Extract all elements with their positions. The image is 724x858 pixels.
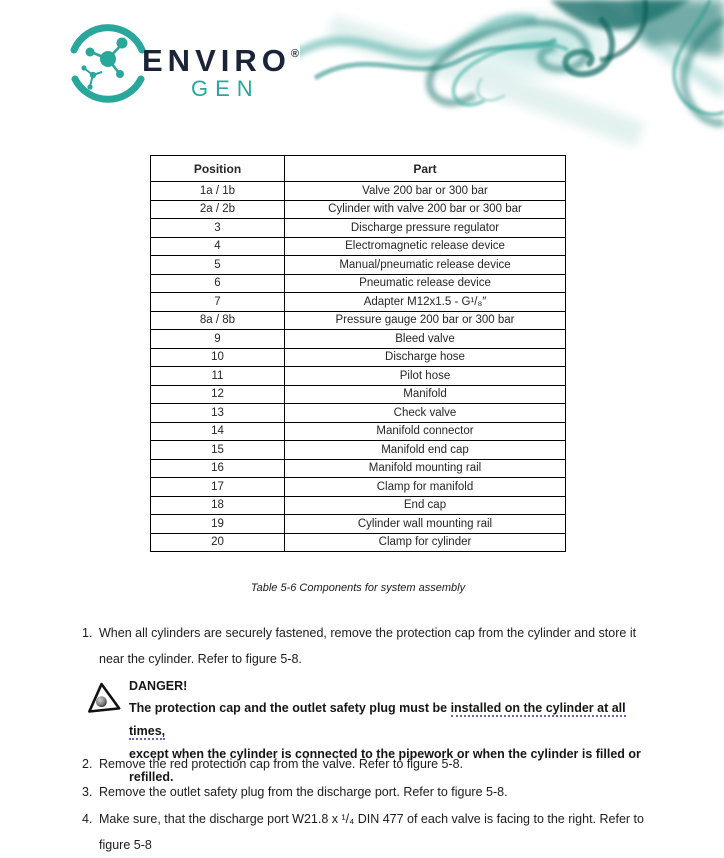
table-row bbox=[151, 237, 566, 256]
cell-part: Pressure gauge 200 bar or 300 bar bbox=[285, 311, 566, 330]
danger-prefix: The protection cap and the outlet safety plug must be bbox=[129, 701, 451, 715]
cell-part: End cap bbox=[285, 496, 566, 515]
components-table bbox=[150, 155, 566, 552]
smoke-decoration bbox=[300, 0, 724, 160]
table-row bbox=[151, 441, 566, 460]
step-number: 2. bbox=[82, 757, 93, 771]
step-item-1 bbox=[82, 620, 651, 672]
col-header-part: Part bbox=[285, 156, 566, 182]
cell-position: 1a / 1b bbox=[151, 182, 285, 201]
step-text: Make sure, that the discharge port W21.8 x ¹/₄ DIN 477 of each valve is facing to the right. Refer to figure 5-8 bbox=[99, 812, 644, 852]
cell-position: 20 bbox=[151, 533, 285, 552]
table-row bbox=[151, 311, 566, 330]
table-row bbox=[151, 330, 566, 349]
cell-part: Manifold mounting rail bbox=[285, 459, 566, 478]
cell-position: 5 bbox=[151, 256, 285, 275]
cell-position: 10 bbox=[151, 348, 285, 367]
step-number: 3. bbox=[82, 785, 93, 799]
col-header-position: Position bbox=[151, 156, 285, 182]
step-item-2 bbox=[82, 751, 651, 777]
cell-part: Manifold connector bbox=[285, 422, 566, 441]
cell-part: Discharge hose bbox=[285, 348, 566, 367]
molecule-logo-icon bbox=[62, 18, 154, 110]
cell-position: 13 bbox=[151, 404, 285, 423]
table-row bbox=[151, 182, 566, 201]
step-number: 1. bbox=[82, 626, 93, 640]
cell-position: 8a / 8b bbox=[151, 311, 285, 330]
cell-part: Pilot hose bbox=[285, 367, 566, 386]
logo-brand-text bbox=[142, 43, 299, 79]
step-item-3 bbox=[82, 779, 651, 805]
cell-part: Cylinder with valve 200 bar or 300 bar bbox=[285, 200, 566, 219]
table-row bbox=[151, 367, 566, 386]
danger-title: DANGER! bbox=[129, 679, 188, 693]
table-row bbox=[151, 515, 566, 534]
registered-mark: ® bbox=[290, 48, 299, 60]
table-row bbox=[151, 404, 566, 423]
cell-part: Adapter M12x1.5 - G¹/₈″ bbox=[285, 293, 566, 312]
table-row bbox=[151, 348, 566, 367]
danger-underlined-phrase: installed on the cylinder at all times, bbox=[129, 701, 626, 738]
danger-line-1 bbox=[129, 697, 659, 743]
step-text: When all cylinders are securely fastened, remove the protection cap from the cylinder and store it near the cylinder. Refer to figure 5-8. bbox=[99, 626, 637, 666]
logo-brand-word: ENVIRO bbox=[142, 43, 291, 78]
step-item-4 bbox=[82, 806, 651, 858]
cell-part: Pneumatic release device bbox=[285, 274, 566, 293]
table-row bbox=[151, 496, 566, 515]
cell-position: 7 bbox=[151, 293, 285, 312]
table-row bbox=[151, 385, 566, 404]
cell-position: 12 bbox=[151, 385, 285, 404]
cell-position: 16 bbox=[151, 459, 285, 478]
cell-position: 3 bbox=[151, 219, 285, 238]
cell-part: Electromagnetic release device bbox=[285, 237, 566, 256]
step-text: Remove the outlet safety plug from the discharge port. Refer to figure 5-8. bbox=[99, 785, 508, 799]
cell-position: 6 bbox=[151, 274, 285, 293]
table-row bbox=[151, 256, 566, 275]
logo-sub-text: GEN bbox=[191, 76, 260, 101]
step-number: 4. bbox=[82, 812, 93, 826]
cell-part: Discharge pressure regulator bbox=[285, 219, 566, 238]
cell-position: 15 bbox=[151, 441, 285, 460]
table-header-row bbox=[151, 156, 566, 182]
danger-line-2: except when the cylinder is connected to the pipework or when the cylinder is filled or refilled. bbox=[129, 747, 641, 784]
table-row bbox=[151, 200, 566, 219]
step-text: Remove the red protection cap from the valve. Refer to figure 5-8. bbox=[99, 757, 464, 771]
cell-position: 19 bbox=[151, 515, 285, 534]
cell-part: Cylinder wall mounting rail bbox=[285, 515, 566, 534]
cell-part: Valve 200 bar or 300 bar bbox=[285, 182, 566, 201]
cell-position: 9 bbox=[151, 330, 285, 349]
table-row bbox=[151, 293, 566, 312]
table-row bbox=[151, 422, 566, 441]
table-row bbox=[151, 459, 566, 478]
cell-position: 4 bbox=[151, 237, 285, 256]
cell-part: Clamp for cylinder bbox=[285, 533, 566, 552]
cell-position: 2a / 2b bbox=[151, 200, 285, 219]
table-caption: Table 5-6 Components for system assembly bbox=[250, 582, 466, 594]
cell-part: Clamp for manifold bbox=[285, 478, 566, 497]
warning-triangle-icon bbox=[83, 679, 122, 717]
cell-part: Check valve bbox=[285, 404, 566, 423]
table-row bbox=[151, 533, 566, 552]
cell-position: 14 bbox=[151, 422, 285, 441]
cell-position: 11 bbox=[151, 367, 285, 386]
cell-part: Manual/pneumatic release device bbox=[285, 256, 566, 275]
cell-part: Bleed valve bbox=[285, 330, 566, 349]
table-row bbox=[151, 274, 566, 293]
cell-position: 18 bbox=[151, 496, 285, 515]
cell-part: Manifold end cap bbox=[285, 441, 566, 460]
cell-part: Manifold bbox=[285, 385, 566, 404]
cell-position: 17 bbox=[151, 478, 285, 497]
table-row bbox=[151, 219, 566, 238]
table-row bbox=[151, 478, 566, 497]
